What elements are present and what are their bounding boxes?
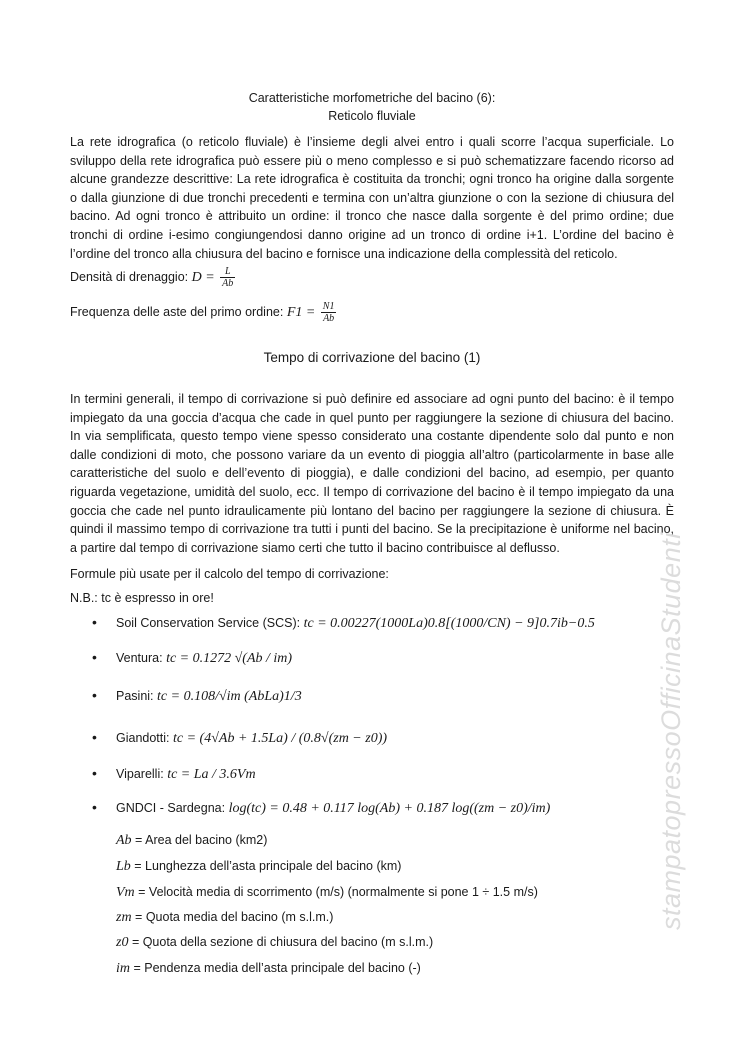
formula-expression: tc = 0.1272 √(Ab / im) — [166, 651, 293, 666]
definition-symbol: Vm — [116, 885, 135, 900]
section1-paragraph: La rete idrografica (o reticolo fluviale) è l’insieme degli alvei entro i quali scorre l’acqua superficiale. Lo sviluppo della rete idrografica può essere più o meno complesso e si può schematizzare facendo ricorso ad alcune grandezze descrittive: La rete idrografica è costituita da tronchi; ogni tronco ha origine dalla sorgente o dalla giunzione di due tronchi precedenti e termina con un’altra giunzione o con la sezione di chiusura del bacino. Ad ogni tronco è attribuito un ordine: il tronco che nasce dalla sorgente è del primo ordine; due tronchi di ordine i-esimo congiungendosi danno origine ad un tronco di ordine i+1. L’ordine del bacino è l’ordine del tronco alla chiusura del bacino e fornisce una indicazione della complessità del reticolo. — [70, 135, 674, 261]
formula-label: Viparelli: — [116, 767, 164, 781]
definition-symbol: im — [116, 961, 130, 976]
section1-subtitle: Reticolo fluviale — [328, 109, 416, 123]
definition-text: = Quota della sezione di chiusura del bacino (m s.l.m.) — [131, 935, 434, 949]
formula-expression: tc = La / 3.6Vm — [167, 767, 256, 782]
definition-item — [116, 961, 421, 977]
definition-item — [116, 935, 433, 951]
definition-text: = Velocità media di scorrimento (m/s) (normalmente si pone 1 ÷ 1.5 m/s) — [138, 885, 538, 899]
definition-text: = Quota media del bacino (m s.l.m.) — [135, 910, 334, 924]
definition-item — [116, 833, 267, 849]
formula-label: Ventura: — [116, 651, 163, 665]
first-order-frequency-formula — [70, 301, 338, 324]
nb-note: N.B.: tc è espresso in ore! — [70, 591, 214, 605]
formula-item — [116, 767, 256, 783]
definition-text: = Pendenza media dell’asta principale del bacino (-) — [133, 961, 421, 975]
bullet-icon: • — [92, 649, 97, 665]
section2-paragraph: In termini generali, il tempo di corrivazione si può definire ed associare ad ogni punto del bacino: è il tempo impiegato da una goccia d’acqua che cade in quel punto per raggiungere la sezione di chiusura del bacino. In via semplificata, questo tempo viene spesso considerato una costante dipendente solo dal punto e non dalle condizioni di moto, che possono variare da un evento di pioggia all’altro (particolarmente in base alle caratteristiche del suolo e dell’evento di pioggia), e dalle condizioni del bacino, ad esempio, per quanto riguarda vegetazione, umidità del suolo, ecc. Il tempo di corrivazione del bacino è il tempo impiegato da una goccia che cade nel punto idraulicamente più lontano del bacino per raggiungere la sezione di chiusura. È quindi il massimo tempo di corrivazione tra tutti i punti del bacino. Se la precipitazione è uniforme nel bacino, a partire dal tempo di corrivazione siamo certi che tutto il bacino contribuisce al deflusso. — [70, 392, 674, 555]
definition-symbol: zm — [116, 910, 132, 925]
bullet-icon: • — [92, 799, 97, 815]
definition-text: = Area del bacino (km2) — [135, 833, 268, 847]
drainage-density-numerator: L — [220, 266, 235, 278]
drainage-density-label: Densità di drenaggio: — [70, 269, 189, 284]
definition-text: = Lunghezza dell’asta principale del bacino (km) — [134, 859, 402, 873]
drainage-density-lhs: D = — [191, 269, 215, 285]
definition-item — [116, 859, 401, 875]
formula-label: Soil Conservation Service (SCS): — [116, 616, 301, 630]
definition-symbol: z0 — [116, 935, 129, 950]
bullet-icon: • — [92, 729, 97, 745]
drainage-density-formula — [70, 266, 237, 289]
formula-item — [116, 651, 292, 667]
definition-symbol: Lb — [116, 859, 131, 874]
formula-expression: tc = 0.108/√im (AbLa)1/3 — [157, 689, 302, 704]
first-order-frequency-fraction — [321, 301, 337, 324]
watermark: stampatopressoOfficinaStudenti — [656, 532, 686, 930]
formula-expression: tc = (4√Ab + 1.5La) / (0.8√(zm − z0)) — [173, 731, 388, 746]
formula-expression: tc = 0.00227(1000La)0.8[(1000/CN) − 9]0.7ib−0.5 — [303, 616, 595, 631]
formula-item — [116, 801, 550, 817]
first-order-frequency-label: Frequenza delle aste del primo ordine: — [70, 304, 284, 319]
formula-item — [116, 616, 595, 632]
formula-label: Pasini: — [116, 689, 154, 703]
definition-symbol: Ab — [116, 833, 132, 848]
section2-title: Tempo di corrivazione del bacino (1) — [263, 350, 481, 365]
formula-label: Giandotti: — [116, 731, 170, 745]
formula-item — [116, 689, 302, 705]
formulas-intro: Formule più usate per il calcolo del tempo di corrivazione: — [70, 567, 389, 581]
bullet-icon: • — [92, 614, 97, 630]
first-order-frequency-lhs: F1 = — [286, 304, 316, 320]
formula-item — [116, 731, 387, 747]
definition-item — [116, 885, 538, 901]
first-order-frequency-denominator: Ab — [323, 313, 335, 324]
section1-title: Caratteristiche morfometriche del bacino (6): — [248, 91, 496, 105]
drainage-density-denominator: Ab — [222, 278, 234, 289]
first-order-frequency-numerator: N1 — [322, 301, 335, 312]
drainage-density-fraction — [220, 266, 235, 289]
bullet-icon: • — [92, 765, 97, 781]
formula-expression: log(tc) = 0.48 + 0.117 log(Ab) + 0.187 log((zm − z0)/im) — [228, 801, 551, 816]
definition-item — [116, 910, 333, 926]
bullet-icon: • — [92, 687, 97, 703]
formula-label: GNDCI - Sardegna: — [116, 801, 226, 815]
